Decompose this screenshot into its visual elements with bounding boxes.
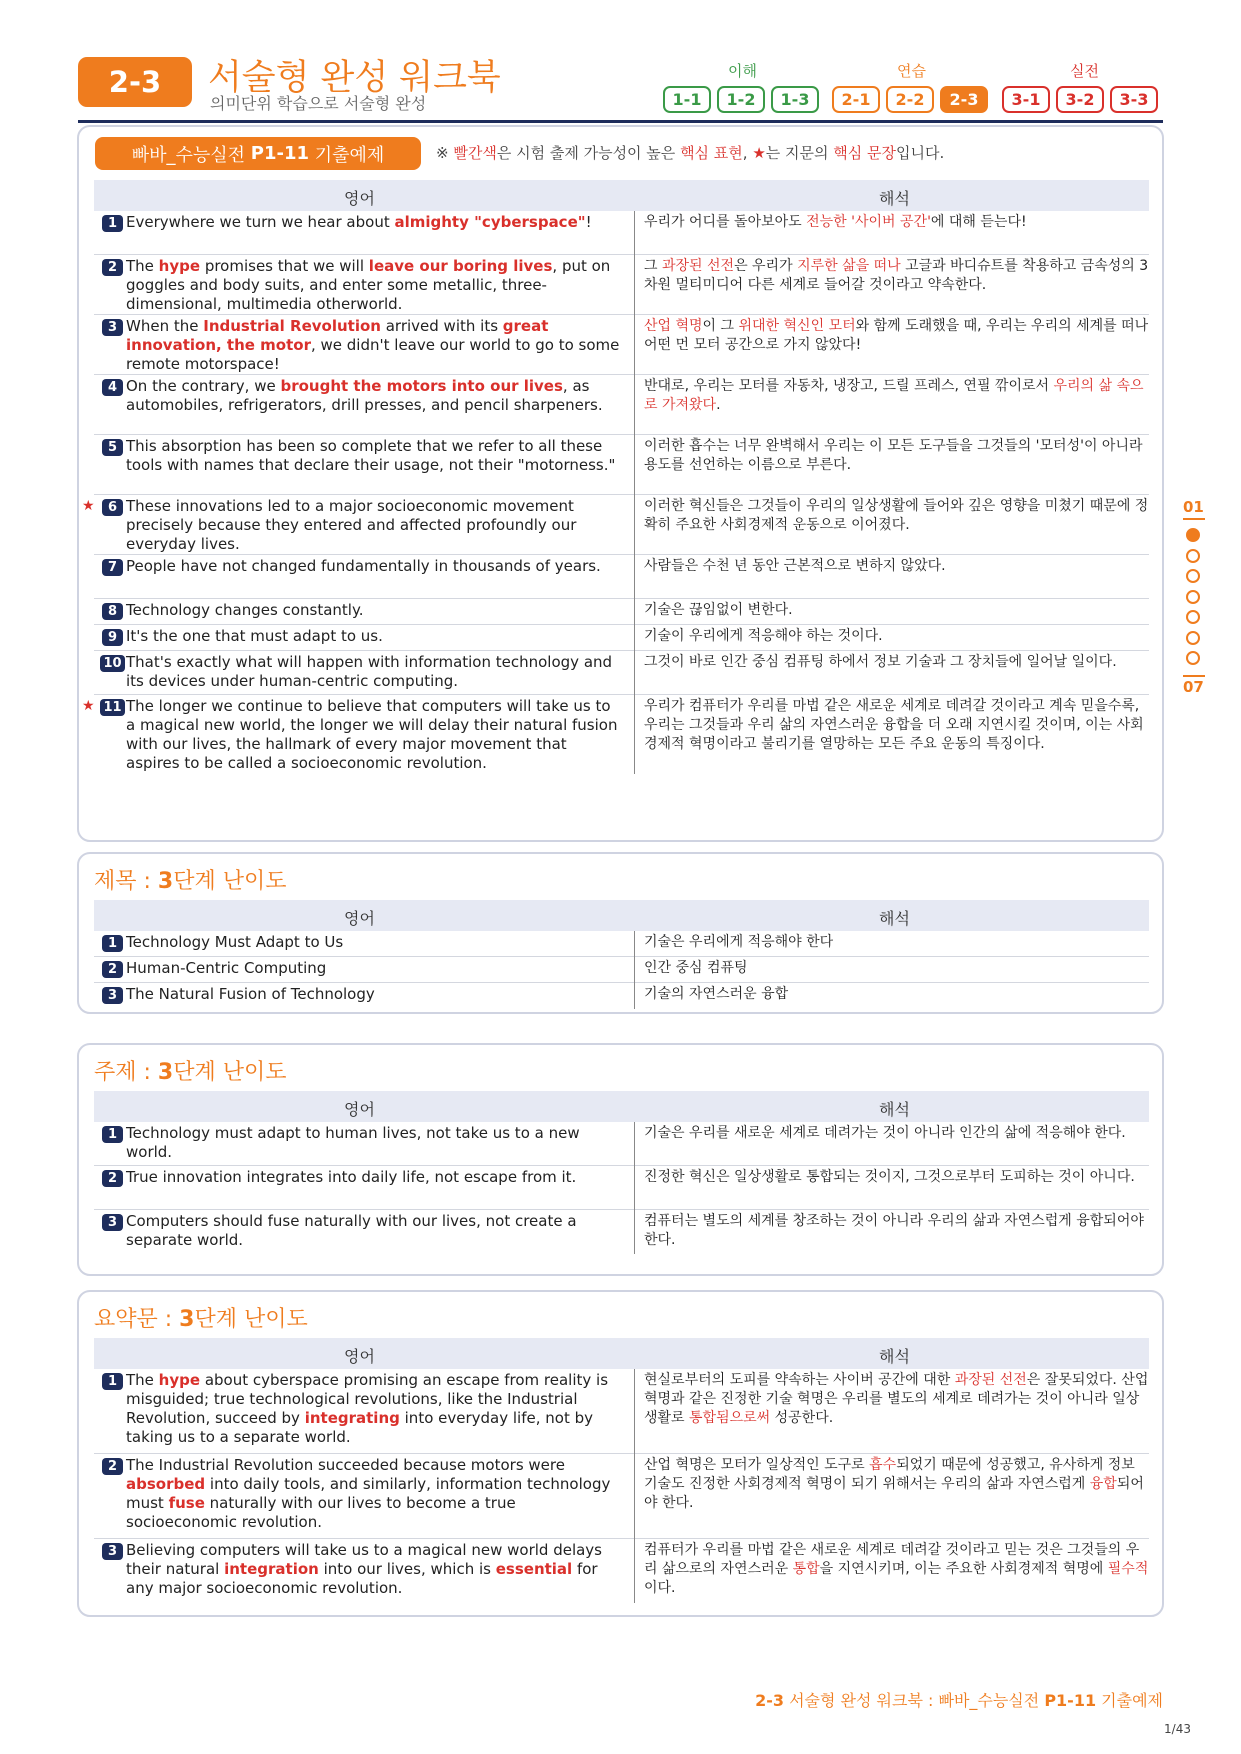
english-sentence: [126, 257, 622, 314]
text-segment: arrived with its: [380, 317, 503, 335]
footer-source: P1-11: [1044, 1691, 1097, 1710]
key-expression: almighty "cyberspace": [394, 213, 586, 231]
row-number: 11: [100, 699, 125, 716]
text-segment: 그: [644, 258, 662, 274]
row-number: 3: [102, 987, 123, 1004]
text-segment: 와 함께 도래했을 때, 우리는 우리의 세계를 떠나 어떤 먼 모터 공간으로 가지 않았다!: [644, 318, 1149, 353]
english-sentence: [126, 317, 622, 374]
note-key-sentence: 핵심 문장: [833, 144, 897, 162]
row-number: 8: [102, 603, 123, 620]
table-row: [94, 1454, 1149, 1539]
level-label-understand: 이해: [728, 62, 757, 80]
row-number: 5: [102, 439, 123, 456]
note-part: 은 시험 출제 가능성이 높은: [496, 144, 681, 162]
key-expression: integration: [224, 1560, 319, 1578]
text-segment: 은 우리가: [734, 258, 798, 274]
text-segment: 그것이 바로 인간 중심 컴퓨팅 하에서 정보 기술과 그 장치들에 일어날 일이다.: [644, 654, 1117, 670]
key-expression: hype: [158, 1371, 201, 1389]
note-part: ,: [742, 144, 753, 162]
korean-translation: [644, 985, 1149, 1004]
text-segment: , as automobiles, refrigerators, drill presses, and pencil sharpeners.: [126, 377, 603, 414]
row-number: 2: [102, 1170, 123, 1187]
text-segment: These innovations led to a major socioeconomic movement precisely because they entered and affected profoundly our everyday lives.: [126, 497, 577, 553]
table-row: [94, 211, 1149, 255]
text-segment: !: [585, 213, 592, 231]
text-segment: Believing computers will take us to a magical new world delays their natural: [126, 1541, 602, 1578]
english-sentence: [126, 1124, 622, 1162]
summary-panel: [77, 1290, 1164, 1617]
row-number: 1: [102, 215, 123, 232]
english-sentence: [126, 437, 622, 475]
page-title: 서술형 완성 워크북: [208, 58, 501, 98]
progress-dot[interactable]: [1186, 569, 1200, 583]
korean-translation: [644, 557, 1149, 576]
text-segment: 산업 혁명은 모터가 일상적인 도구로: [644, 1457, 870, 1473]
star-icon: ★: [752, 144, 766, 162]
table-row: [94, 983, 1149, 1009]
key-expression: fuse: [168, 1494, 205, 1512]
table-row: [94, 555, 1149, 599]
text-segment: Technology must adapt to human lives, not take us to a new world.: [126, 1124, 580, 1161]
english-sentence: [126, 557, 622, 576]
korean-translation: [644, 1371, 1149, 1428]
english-sentence: [126, 933, 622, 952]
korean-translation: [644, 933, 1149, 952]
section-title-summary: [94, 1302, 308, 1333]
row-number: 1: [102, 1373, 123, 1390]
page-subtitle: 의미단위 학습으로 서술형 완성: [210, 94, 427, 113]
text-segment: into daily tools, and similarly, information technology must: [126, 1475, 611, 1512]
key-expression: 흡수: [869, 1457, 897, 1473]
text-segment: naturally with our lives to become a true socioeconomic revolution.: [126, 1494, 516, 1531]
text-segment: Technology changes constantly.: [126, 601, 364, 619]
text-segment: The longer we continue to believe that computers will take us to a magical new world, the longer we will delay their natural fusion with our lives, the hallmark of every major movement that aspires to be called a socioeconomic revolution.: [126, 697, 618, 772]
korean-translation: [644, 601, 1149, 620]
progress-dot[interactable]: [1186, 549, 1200, 563]
note-part: ※: [436, 144, 454, 162]
title-table-header: [94, 900, 1149, 931]
level-chip-1-2[interactable]: 1-2: [717, 86, 765, 113]
text-segment: promises that we will: [200, 257, 369, 275]
section-label: 주제 :: [94, 1060, 158, 1085]
note-part: 입니다.: [896, 144, 945, 162]
passage-table-header: [94, 180, 1149, 211]
footer-suffix: 기출예제: [1096, 1691, 1163, 1710]
text-segment: People have not changed fundamentally in thousands of years.: [126, 557, 601, 575]
english-sentence: [126, 1541, 622, 1598]
table-row: [94, 1369, 1149, 1454]
column-separator: [634, 211, 635, 774]
english-sentence: [126, 959, 622, 978]
table-row: [94, 1166, 1149, 1210]
key-expression: 우리의 삶 속으로 가져왔다: [644, 378, 1144, 413]
korean-translation: [644, 627, 1149, 646]
korean-translation: [644, 653, 1149, 672]
text-segment: 이러한 혁신들은 그것들이 우리의 일상생활에 들어와 깊은 영향을 미쳤기 때문에 정확히 주요한 사회경제적 운동으로 이어졌다.: [644, 498, 1149, 533]
table-row: [82, 695, 1149, 774]
row-number: 1: [102, 1126, 123, 1143]
key-expression: 위대한 혁신인 모터: [738, 318, 856, 334]
english-sentence: [126, 377, 622, 415]
table-row: [94, 315, 1149, 375]
text-segment: about cyberspace promising an escape from reality is misguided; true technological revolutions, like the Industrial Revolution, succeed by: [126, 1371, 609, 1427]
column-header-korean: 해석: [879, 1100, 910, 1119]
text-segment: into everyday life, not by taking us to a separate world.: [126, 1409, 593, 1446]
text-segment: 컴퓨터가 우리를 마법 같은 새로운 세계로 데려갈 것이라고 믿는 것은 그것들의 우리 삶으로의 자연스러운: [644, 1542, 1140, 1577]
english-sentence: [126, 627, 622, 646]
text-segment: When the: [126, 317, 204, 335]
section-level: 3: [157, 1060, 174, 1085]
theme-panel: [77, 1043, 1164, 1276]
section-level-suffix: 단계 난이도: [173, 1060, 287, 1085]
footer-text: 서술형 완성 워크북 : 빠바_수능실전: [784, 1691, 1045, 1710]
source-code: P1-11: [250, 143, 310, 164]
key-expression: leave our boring lives: [368, 257, 553, 275]
source-prefix: 빠바_수능실전: [131, 144, 251, 166]
progress-dot[interactable]: [1186, 528, 1200, 542]
text-segment: , put on goggles and body suits, and enter some metallic, three-dimensional, multimedia otherworld.: [126, 257, 611, 313]
row-number: 10: [100, 655, 125, 672]
column-separator: [634, 1369, 635, 1603]
text-segment: 이러한 흡수는 너무 완벽해서 우리는 이 모든 도구들을 그것들의 '모터성'이 아니라 용도를 선언하는 이름으로 부른다.: [644, 438, 1143, 473]
page-number: 1/43: [1164, 1722, 1191, 1736]
key-expression: 필수적: [1107, 1561, 1149, 1577]
table-row: [94, 435, 1149, 495]
text-segment: 현실로부터의 도피를 약속하는 사이버 공간에 대한: [644, 1372, 955, 1388]
passage-panel: [77, 125, 1164, 842]
text-segment: for any major socioeconomic revolution.: [126, 1560, 598, 1597]
text-segment: Human-Centric Computing: [126, 959, 327, 977]
key-expression: 융합: [1089, 1476, 1117, 1492]
korean-translation: [644, 377, 1149, 415]
level-label-real: 실전: [1070, 62, 1099, 80]
text-segment: 사람들은 수천 년 동안 근본적으로 변하지 않았다.: [644, 558, 946, 574]
english-sentence: [126, 1212, 622, 1250]
key-expression: Industrial Revolution: [203, 317, 381, 335]
column-header-english: 영어: [344, 909, 375, 928]
progress-dot[interactable]: [1186, 651, 1200, 665]
progress-dot[interactable]: [1186, 631, 1200, 645]
section-title-theme: [94, 1055, 286, 1086]
korean-translation: [644, 437, 1149, 475]
star-icon: ★: [82, 498, 95, 514]
note-part: 는 지문의: [765, 144, 834, 162]
text-segment: 기술이 우리에게 적응해야 하는 것이다.: [644, 628, 883, 644]
korean-translation: [644, 959, 1149, 978]
level-chip-3-1[interactable]: 3-1: [1002, 86, 1050, 113]
level-chip-1-3[interactable]: 1-3: [771, 86, 819, 113]
section-level-suffix: 단계 난이도: [194, 1307, 308, 1332]
text-segment: 기술의 자연스러운 융합: [644, 986, 789, 1002]
section-level-suffix: 단계 난이도: [173, 869, 287, 894]
table-row: [94, 1210, 1149, 1254]
progress-start-label: 01: [1183, 498, 1204, 516]
english-sentence: [126, 1168, 622, 1187]
theme-table-header: [94, 1091, 1149, 1122]
text-segment: It's the one that must adapt to us.: [126, 627, 383, 645]
text-segment: The Natural Fusion of Technology: [126, 985, 375, 1003]
level-chip-2-2[interactable]: 2-2: [886, 86, 934, 113]
footer-caption: [755, 1688, 1163, 1711]
row-number: 3: [102, 1214, 123, 1231]
text-segment: That's exactly what will happen with information technology and its devices under human-centric computing.: [126, 653, 613, 690]
key-expression: 통합됨으로써: [689, 1410, 771, 1426]
text-segment: The: [126, 1371, 159, 1389]
table-row: [94, 599, 1149, 625]
text-segment: 되었기 때문에 성공했고, 유사하게 정보 기술도 진정한 사회경제적 혁명이 되기 위해서는 우리의 삶과 자연스럽게: [644, 1457, 1135, 1492]
english-sentence: [126, 1371, 622, 1447]
text-segment: True innovation integrates into daily life, not escape from it.: [126, 1168, 577, 1186]
korean-translation: [644, 213, 1149, 232]
korean-translation: [644, 1456, 1149, 1513]
key-expression: integrating: [304, 1409, 400, 1427]
english-sentence: [126, 601, 622, 620]
text-segment: This absorption has been so complete that we refer to all these tools with names that declare their usage, not their "motorness.": [126, 437, 616, 474]
korean-translation: [644, 1168, 1149, 1187]
text-segment: 이다.: [644, 1580, 676, 1596]
key-expression: 지루한 삶을 떠나: [797, 258, 901, 274]
row-number: 2: [102, 961, 123, 978]
text-segment: 기술은 우리에게 적응해야 한다: [644, 934, 834, 950]
column-header-english: 영어: [344, 189, 375, 208]
korean-translation: [644, 697, 1149, 754]
english-sentence: [126, 985, 622, 1004]
english-sentence: [126, 697, 622, 773]
legend-note: [436, 142, 944, 163]
english-sentence: [126, 1456, 622, 1532]
progress-dot[interactable]: [1186, 590, 1200, 604]
section-title-title: [94, 864, 286, 895]
section-level: 3: [179, 1307, 195, 1332]
row-number: 2: [102, 1458, 123, 1475]
column-header-korean: 해석: [879, 1347, 910, 1366]
column-header-english: 영어: [344, 1100, 375, 1119]
text-segment: 기술은 끊임없이 변한다.: [644, 602, 793, 618]
text-segment: 고글과 바디슈트를 착용하고 금속성의 3차원 멀티미디어 다른 세계로 들어갈 것이라고 약속한다.: [644, 258, 1149, 293]
star-icon: ★: [82, 698, 95, 714]
english-sentence: [126, 497, 622, 554]
text-segment: into our lives, which is: [318, 1560, 496, 1578]
text-segment: 에 대해 듣는다!: [930, 214, 1027, 230]
key-expression: brought the motors into our lives: [280, 377, 563, 395]
header-divider: [78, 120, 1163, 123]
text-segment: 되어야 한다.: [644, 1476, 1144, 1511]
text-segment: Everywhere we turn we hear about: [126, 213, 395, 231]
row-number: 7: [102, 559, 123, 576]
column-header-korean: 해석: [879, 909, 910, 928]
row-number: 6: [102, 499, 123, 516]
korean-translation: [644, 317, 1149, 355]
text-segment: The Industrial Revolution succeeded because motors were: [126, 1456, 565, 1474]
summary-table-header: [94, 1338, 1149, 1369]
key-expression: absorbed: [126, 1475, 206, 1493]
key-expression: 전능한 '사이버 공간': [806, 214, 931, 230]
table-row: [94, 1539, 1149, 1603]
korean-translation: [644, 1541, 1149, 1598]
text-segment: 을 지연시키며, 이는 주요한 사회경제적 혁명에: [819, 1561, 1108, 1577]
note-red-word: 빨간색: [453, 144, 497, 162]
level-chip-2-3[interactable]: 2-3: [940, 86, 988, 113]
table-row: [94, 651, 1149, 695]
progress-end-label: 07: [1183, 678, 1204, 696]
text-segment: 반대로, 우리는 모터를 자동차, 냉장고, 드릴 프레스, 연필 깎이로서: [644, 378, 1054, 394]
text-segment: 우리가 어디를 돌아보아도: [644, 214, 807, 230]
level-chip-3-3[interactable]: 3-3: [1110, 86, 1158, 113]
korean-translation: [644, 1212, 1149, 1250]
source-badge: [95, 137, 421, 170]
column-separator: [634, 1122, 635, 1254]
text-segment: 은 잘못되었다. 산업 혁명과 같은 진정한 기술 혁명은 우리를 별도의 세계로 데려가는 것이 아니라 일상생활로: [644, 1372, 1149, 1426]
level-chip-1-1[interactable]: 1-1: [663, 86, 711, 113]
key-expression: hype: [158, 257, 201, 275]
text-segment: Technology Must Adapt to Us: [126, 933, 344, 951]
text-segment: 우리가 컴퓨터가 우리를 마법 같은 새로운 세계로 데려갈 것이라고 계속 믿을수록, 우리는 그것들과 우리 삶의 자연스러운 융합을 더 오래 지연시킬 것이며, 이는 사회경제적 혁명이라고 불리기를 열망하는 모든 주요 운동의 특징이다.: [644, 698, 1144, 752]
key-expression: 통합: [792, 1561, 820, 1577]
text-segment: The: [126, 257, 159, 275]
key-expression: 과장된 선전: [661, 258, 735, 274]
text-segment: Computers should fuse naturally with our lives, not create a separate world.: [126, 1212, 577, 1249]
table-row: [94, 957, 1149, 983]
table-row: [94, 375, 1149, 435]
progress-divider: [1183, 675, 1205, 677]
text-segment: 성공한다.: [770, 1410, 834, 1426]
row-number: 3: [102, 319, 123, 336]
korean-translation: [644, 1124, 1149, 1143]
section-label: 요약문 :: [94, 1307, 180, 1332]
text-segment: 컴퓨터는 별도의 세계를 창조하는 것이 아니라 우리의 삶과 자연스럽게 융합되어야 한다.: [644, 1213, 1144, 1248]
korean-translation: [644, 497, 1149, 535]
text-segment: , we didn't leave our world to go to some remote motorspace!: [126, 336, 620, 373]
text-segment: 진정한 혁신은 일상생활로 통합되는 것이지, 그것으로부터 도피하는 것이 아니다.: [644, 1169, 1135, 1185]
title-panel: [77, 852, 1164, 1014]
level-chip-2-1[interactable]: 2-1: [832, 86, 880, 113]
text-segment: 인간 중심 컴퓨팅: [644, 960, 748, 976]
source-suffix: 기출예제: [309, 144, 385, 166]
level-chip-3-2[interactable]: 3-2: [1056, 86, 1104, 113]
footer-code: 2-3: [755, 1691, 785, 1710]
key-expression: great innovation, the motor: [126, 317, 549, 354]
row-number: 4: [102, 379, 123, 396]
unit-badge: 2-3: [78, 57, 192, 107]
section-level: 3: [157, 869, 174, 894]
row-number: 2: [102, 259, 123, 276]
column-header-korean: 해석: [879, 189, 910, 208]
column-header-english: 영어: [344, 1347, 375, 1366]
progress-dot[interactable]: [1186, 610, 1200, 624]
key-expression: essential: [495, 1560, 573, 1578]
table-row: [94, 931, 1149, 957]
text-segment: 이 그: [702, 318, 739, 334]
row-number: 9: [102, 629, 123, 646]
korean-translation: [644, 257, 1149, 295]
text-segment: 기술은 우리를 새로운 세계로 데려가는 것이 아니라 인간의 삶에 적응해야 한다.: [644, 1125, 1126, 1141]
note-key-expression: 핵심 표현: [680, 144, 743, 162]
row-number: 3: [102, 1543, 123, 1560]
table-row: [94, 1122, 1149, 1166]
table-row: [94, 255, 1149, 315]
key-expression: 과장된 선전: [954, 1372, 1027, 1388]
row-number: 1: [102, 935, 123, 952]
level-label-practice: 연습: [897, 62, 926, 80]
table-row: [94, 625, 1149, 651]
section-label: 제목 :: [94, 869, 158, 894]
text-segment: On the contrary, we: [126, 377, 281, 395]
column-separator: [634, 931, 635, 1009]
text-segment: .: [716, 397, 721, 413]
progress-divider: [1183, 518, 1205, 520]
english-sentence: [126, 213, 622, 232]
table-row: [82, 495, 1149, 555]
key-expression: 산업 혁명: [644, 318, 703, 334]
english-sentence: [126, 653, 622, 691]
